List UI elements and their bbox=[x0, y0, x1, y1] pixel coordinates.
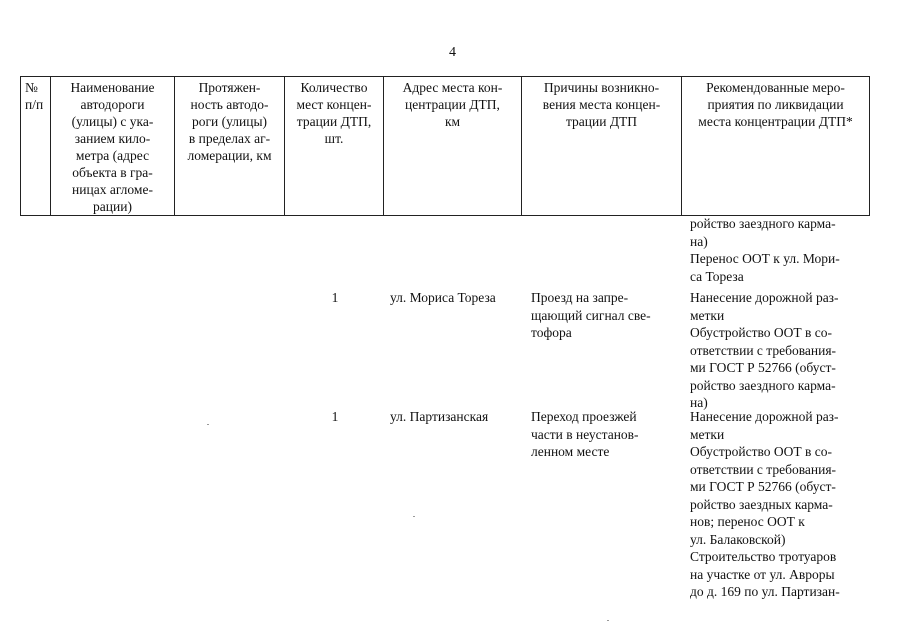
row2-count: 1 bbox=[331, 409, 339, 424]
header-col-road-name: Наименование автодороги (улицы) с ука- занием кило- метра (адрес объекта в гра- ницах агломе- рации) bbox=[51, 77, 175, 216]
scan-speck bbox=[413, 516, 415, 517]
header-row bbox=[21, 77, 870, 216]
row2-measures: Нанесение дорожной раз- метки Обустройство ООТ в со- ответствии с требования- ми ГОСТ Р 52766 (обуст- ройство заездных карма- нов; перенос ООТ к ул. Балаковской) Строительство тротуаров на участке от ул. Авроры до д. 169 по ул. Партизан- bbox=[690, 409, 840, 599]
header-col-measures: Рекомендованные меро- приятия по ликвидации места концентрации ДТП* bbox=[682, 77, 870, 216]
row1-count: 1 bbox=[331, 290, 339, 305]
row1-cause: Проезд на запре- щающий сигнал све- тофора bbox=[531, 290, 651, 340]
scan-speck bbox=[207, 424, 209, 425]
scan-speck bbox=[607, 620, 609, 621]
header-col-cause: Причины возникно- вения места концен- трации ДТП bbox=[522, 77, 682, 216]
table-header bbox=[20, 76, 870, 216]
row1-address: ул. Мориса Тореза bbox=[390, 290, 496, 305]
header-col-count: Количество мест концен- трации ДТП, шт. bbox=[285, 77, 384, 216]
header-col-length: Протяжен- ность автодо- роги (улицы) в пределах аг- ломерации, км bbox=[175, 77, 285, 216]
continuation-measures: ройство заездного карма- на) Перенос ООТ к ул. Мори- са Тореза bbox=[690, 216, 840, 284]
row2-address: ул. Партизанская bbox=[390, 409, 489, 424]
header-col-number: № п/п bbox=[21, 77, 51, 216]
row1-measures: Нанесение дорожной раз- метки Обустройство ООТ в со- ответствии с требования- ми ГОСТ Р 52766 (обуст- ройство заездного карма- на) bbox=[690, 290, 839, 410]
header-col-address: Адрес места кон- центрации ДТП, км bbox=[384, 77, 522, 216]
row2-cause: Переход проезжей части в неустанов- ленном месте bbox=[531, 409, 639, 459]
page-number: 4 bbox=[449, 45, 456, 60]
